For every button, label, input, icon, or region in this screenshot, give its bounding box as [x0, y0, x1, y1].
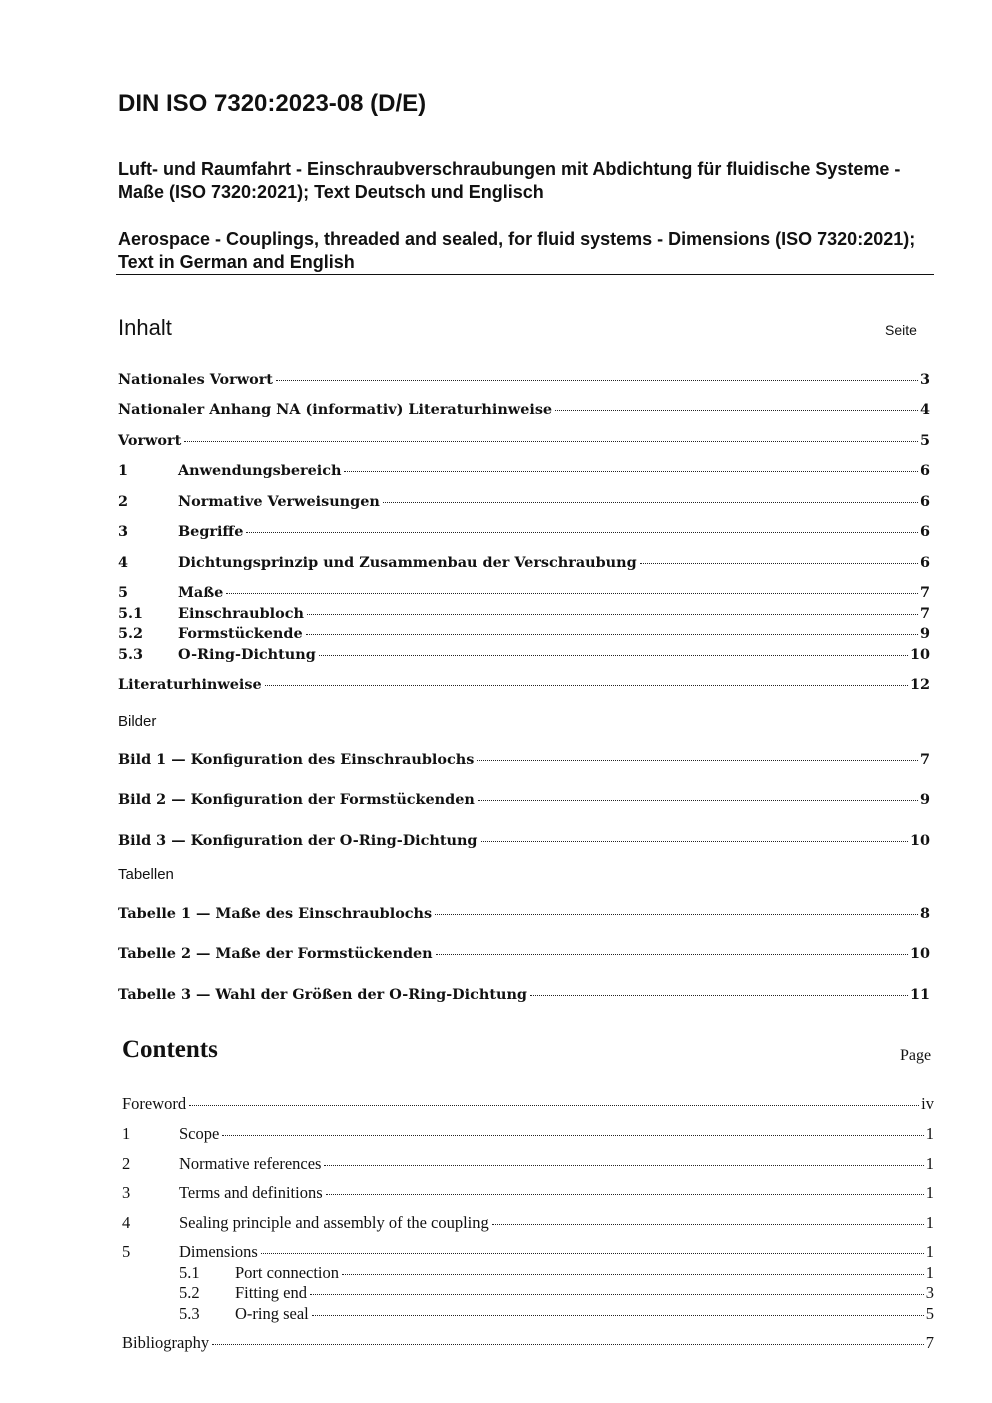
toc-entry[interactable] [118, 401, 930, 421]
toc-page-number: 8 [919, 905, 930, 922]
dot-leader [265, 684, 908, 686]
toc-title: Nationales Vorwort [118, 371, 273, 388]
toc-page-number: 1 [925, 1213, 934, 1232]
dot-leader [310, 1293, 924, 1295]
toc-entry[interactable] [122, 1213, 934, 1233]
toc-title: Foreword [122, 1094, 187, 1113]
title-divider [116, 274, 934, 275]
toc-page-number: 3 [925, 1283, 934, 1302]
toc-page-number: 7 [925, 1333, 934, 1352]
toc-entry[interactable] [122, 1283, 934, 1303]
toc-title: Vorwort [118, 432, 182, 449]
toc-title: Normative references [179, 1154, 322, 1173]
toc-number: 2 [118, 493, 129, 510]
toc-entry[interactable] [118, 751, 930, 771]
toc-number: 3 [118, 523, 129, 540]
toc-page-number: 1 [925, 1124, 934, 1143]
toc-title: O-Ring-Dichtung [178, 646, 316, 663]
dot-leader [383, 501, 918, 503]
toc-number: 1 [122, 1124, 131, 1143]
toc-entry[interactable] [122, 1304, 934, 1324]
toc-number: 5.3 [179, 1304, 200, 1323]
toc-entry[interactable] [122, 1263, 934, 1283]
dot-leader [477, 759, 918, 761]
dot-leader [530, 994, 908, 996]
toc-entry[interactable] [118, 791, 930, 811]
page-label: Page [900, 1047, 932, 1064]
toc-number: 1 [118, 462, 129, 479]
toc-title: Bild 1 — Konfiguration des Einschraublochs [118, 751, 475, 768]
toc-page-number: 11 [909, 986, 930, 1003]
toc-entry[interactable] [118, 646, 930, 666]
dot-leader [319, 654, 908, 656]
toc-number: 3 [122, 1183, 131, 1202]
toc-title: Sealing principle and assembly of the coupling [179, 1213, 489, 1232]
tabellen-label: Tabellen [118, 866, 174, 883]
toc-title: Tabelle 2 — Maße der Formstückenden [118, 945, 433, 962]
title-english: Aerospace - Couplings, threaded and sealed, for fluid systems - Dimensions (ISO 7320:2021); Text in German and English [118, 229, 916, 272]
dot-leader [492, 1223, 924, 1225]
dot-leader [324, 1164, 923, 1166]
toc-entry[interactable] [118, 584, 930, 604]
toc-title: Literaturhinweise [118, 676, 262, 693]
dot-leader [436, 953, 908, 955]
toc-number: 5.2 [179, 1283, 200, 1302]
toc-number: 5.3 [118, 646, 144, 663]
dot-leader [344, 470, 918, 472]
dot-leader [276, 379, 918, 381]
toc-entry[interactable] [118, 625, 930, 645]
toc-title: Bibliography [122, 1333, 210, 1352]
toc-title: Begriffe [178, 523, 244, 540]
dot-leader [212, 1343, 924, 1345]
toc-entry[interactable] [118, 676, 930, 696]
dot-leader [640, 562, 918, 564]
dot-leader [481, 840, 908, 842]
toc-title: Anwendungsbereich [178, 462, 342, 479]
toc-entry[interactable] [122, 1242, 934, 1262]
toc-title: O-ring seal [235, 1304, 309, 1323]
toc-number: 2 [122, 1154, 131, 1173]
toc-title: Formstückende [178, 625, 303, 642]
dot-leader [555, 409, 918, 411]
toc-entry[interactable] [118, 832, 930, 852]
toc-entry[interactable] [118, 986, 930, 1006]
contents-heading: Contents [122, 1036, 218, 1063]
toc-title: Normative Verweisungen [178, 493, 380, 510]
dot-leader [246, 531, 918, 533]
toc-entry[interactable] [118, 554, 930, 574]
toc-entry[interactable] [122, 1124, 934, 1144]
seite-label: Seite [885, 322, 917, 338]
toc-page-number: 3 [919, 371, 930, 388]
dot-leader [312, 1314, 924, 1316]
toc-page-number: 1 [925, 1183, 934, 1202]
toc-page-number: 10 [909, 832, 930, 849]
toc-page-number: 7 [919, 605, 930, 622]
toc-page-number: 7 [919, 584, 930, 601]
toc-page-number: 1 [925, 1263, 934, 1282]
dot-leader [261, 1252, 924, 1254]
toc-title: Bild 3 — Konfiguration der O-Ring-Dichtung [118, 832, 478, 849]
dot-leader [184, 440, 918, 442]
toc-title: Bild 2 — Konfiguration der Formstückenden [118, 791, 475, 808]
toc-entry[interactable] [118, 605, 930, 625]
toc-number: 5.1 [118, 605, 144, 622]
dot-leader [306, 633, 918, 635]
toc-entry[interactable] [122, 1183, 934, 1203]
toc-title: Tabelle 1 — Maße des Einschraublochs [118, 905, 433, 922]
toc-page-number: 4 [919, 401, 930, 418]
toc-number: 5 [118, 584, 129, 601]
toc-page-number: iv [921, 1094, 934, 1113]
toc-page-number: 10 [909, 646, 930, 663]
dot-leader [307, 613, 918, 615]
toc-entry[interactable] [118, 945, 930, 965]
toc-title: Port connection [235, 1263, 340, 1282]
dot-leader [189, 1104, 919, 1106]
toc-number: 5 [122, 1242, 131, 1261]
dot-leader [478, 799, 918, 801]
toc-entry[interactable] [118, 523, 930, 543]
toc-title: Nationaler Anhang NA (informativ) Literaturhinweise [118, 401, 553, 418]
toc-number: 5.2 [118, 625, 144, 642]
toc-title: Maße [178, 584, 224, 601]
dot-leader [222, 1134, 923, 1136]
toc-page-number: 5 [919, 432, 930, 449]
inhalt-heading: Inhalt [118, 315, 172, 340]
toc-entry[interactable] [118, 905, 930, 925]
dot-leader [435, 913, 918, 915]
toc-page-number: 6 [919, 523, 930, 540]
toc-page-number: 1 [925, 1242, 934, 1261]
document-title: DIN ISO 7320:2023-08 (D/E) [118, 90, 427, 117]
toc-title: Dichtungsprinzip und Zusammenbau der Verschraubung [178, 554, 637, 571]
dot-leader [226, 592, 918, 594]
toc-title: Einschraubloch [178, 605, 304, 622]
bilder-label: Bilder [118, 713, 157, 730]
toc-entry[interactable] [122, 1094, 934, 1114]
toc-page-number: 12 [909, 676, 930, 693]
toc-entry[interactable] [118, 371, 930, 391]
toc-entry[interactable] [118, 462, 930, 482]
toc-entry[interactable] [118, 432, 930, 452]
toc-page-number: 5 [925, 1304, 934, 1323]
dot-leader [326, 1193, 924, 1195]
toc-number: 5.1 [179, 1263, 200, 1282]
toc-page-number: 9 [919, 791, 930, 808]
toc-page-number: 6 [919, 462, 930, 479]
toc-page-number: 1 [925, 1154, 934, 1173]
toc-title: Terms and definitions [179, 1183, 323, 1202]
toc-page-number: 6 [919, 493, 930, 510]
toc-page-number: 6 [919, 554, 930, 571]
title-german: Luft- und Raumfahrt - Einschraubverschraubungen mit Abdichtung für fluidische Systeme - Maße (ISO 7320:2021); Text Deutsch und Englisch [118, 159, 901, 202]
dot-leader [342, 1273, 924, 1275]
toc-entry[interactable] [118, 493, 930, 513]
toc-page-number: 10 [909, 945, 930, 962]
toc-page-number: 9 [919, 625, 930, 642]
toc-title: Dimensions [179, 1242, 258, 1261]
toc-page-number: 7 [919, 751, 930, 768]
toc-number: 4 [122, 1213, 131, 1232]
toc-number: 4 [118, 554, 129, 571]
toc-entry[interactable] [122, 1333, 934, 1353]
toc-title: Tabelle 3 — Wahl der Größen der O-Ring-Dichtung [118, 986, 527, 1003]
toc-title: Fitting end [235, 1283, 307, 1302]
toc-title: Scope [179, 1124, 220, 1143]
toc-entry[interactable] [122, 1154, 934, 1174]
